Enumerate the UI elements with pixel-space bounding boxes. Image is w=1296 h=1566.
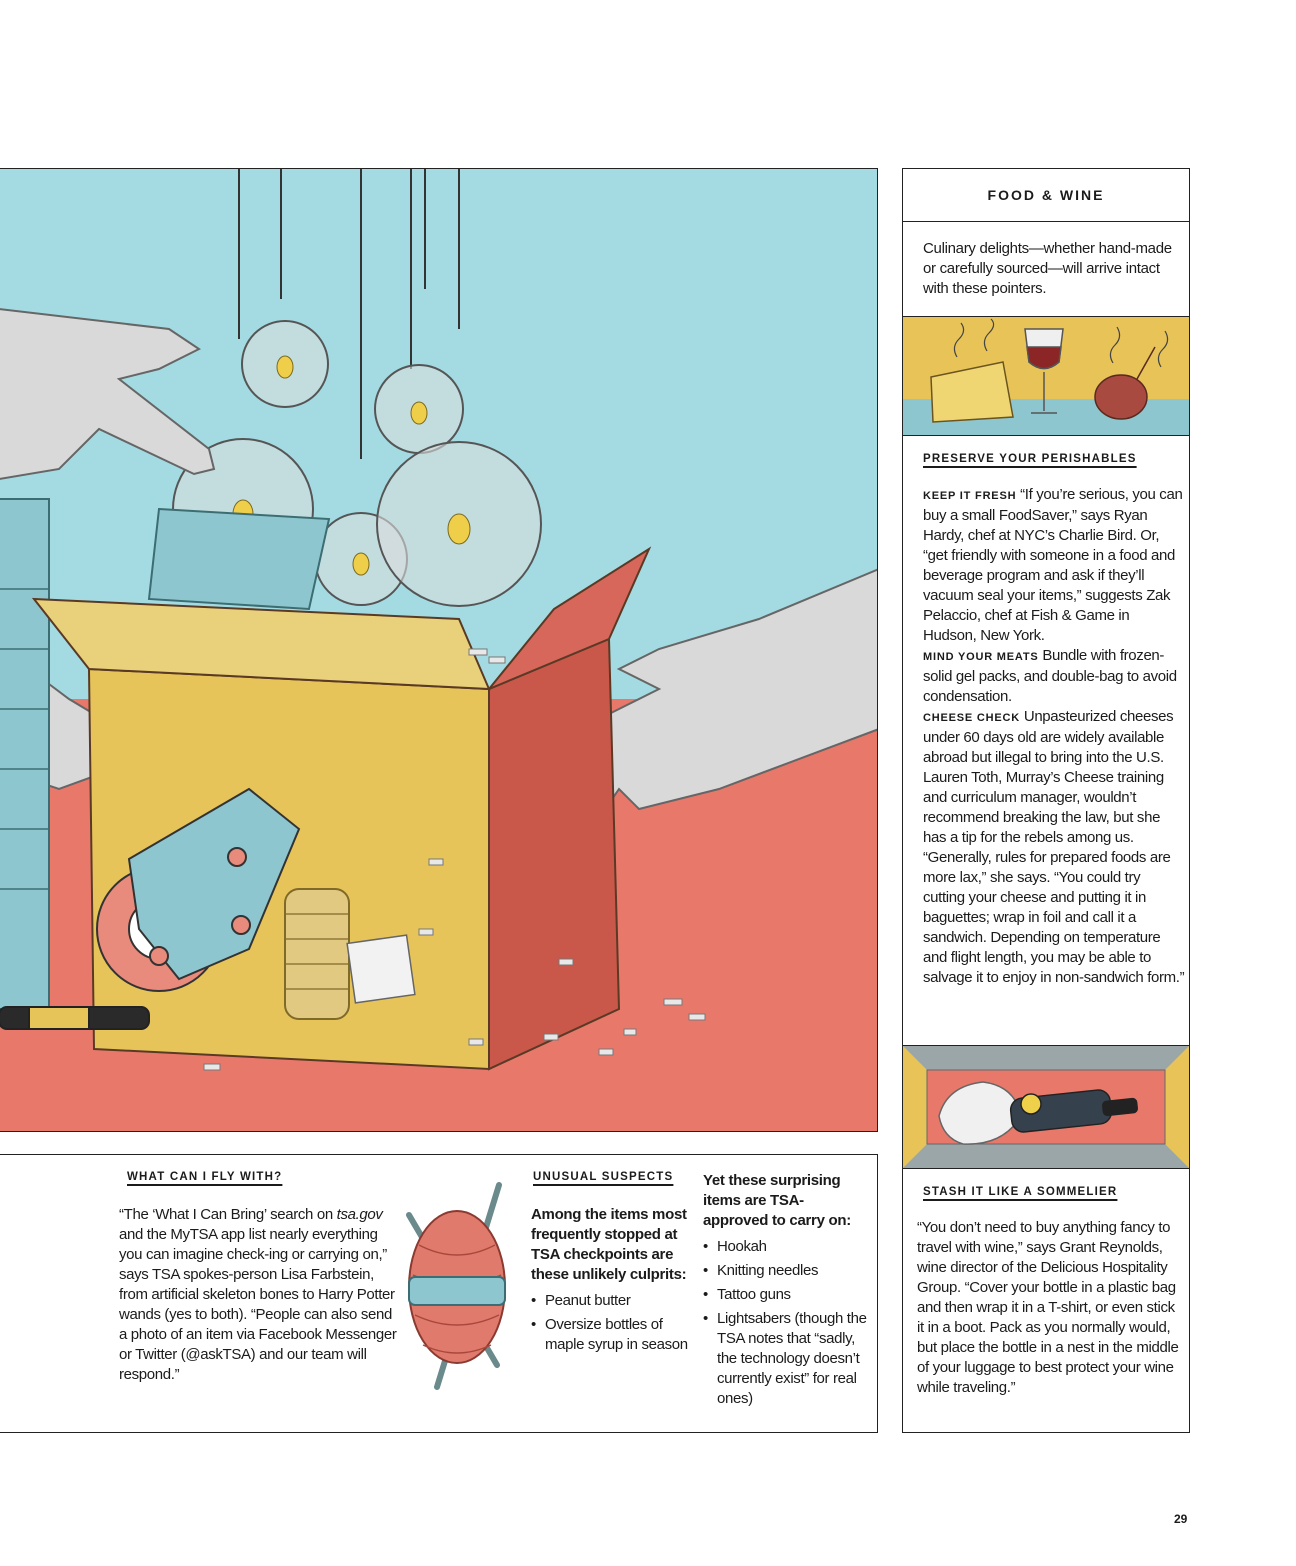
- twine-spool-icon: [285, 889, 349, 1019]
- section-heading-sommelier: STASH IT LIKE A SOMMELIER: [923, 1186, 1118, 1198]
- lead-keep-it-fresh: KEEP IT FRESH: [923, 490, 1017, 502]
- hero-scene: [0, 169, 878, 1132]
- wine-bottle-illustration: [903, 1045, 1189, 1169]
- label-sticker-icon: [347, 935, 415, 1003]
- page-number: 29: [1174, 1512, 1188, 1526]
- food-wine-sidebar: [902, 168, 1190, 1433]
- cheese-icon: [931, 362, 1013, 422]
- unusual-suspects-body: [531, 1205, 693, 1359]
- sommelier-body: “You don’t need to buy anything fancy to travel with wine,” says Grant Reynolds, wine director of the Delicious Hospitality Group. “Cover your bottle in a plastic bag and then wrap it in a T-shirt, or even stick it in a boot. Pack as you normally would, but place the bottle in a nest in the middle of your luggage to best protect your wine while traveling.”: [917, 1219, 1179, 1396]
- food-scene: [903, 317, 1189, 435]
- section-heading-unusual-suspects: UNUSUAL SUSPECTS: [533, 1171, 674, 1183]
- cylinder-icon: [0, 499, 49, 1009]
- approved-items-list: [703, 1237, 867, 1409]
- col1-text-a: “The ‘What I Can Bring’ search on: [119, 1206, 337, 1223]
- lead-mind-your-meats: MIND YOUR MEATS: [923, 651, 1039, 663]
- yarn-ball-icon: [397, 1175, 517, 1395]
- list-item: • Oversize bottles of maple syrup in season: [531, 1315, 693, 1355]
- luggage-scene: [903, 1046, 1189, 1168]
- marker-icon: [0, 1007, 149, 1029]
- stopped-items-list: [531, 1291, 693, 1355]
- list-item: • Lightsabers (though the TSA notes that “sadly, the technology doesn’t currently exist” for real ones): [703, 1309, 867, 1409]
- mind-your-meats-text: Bundle with frozen-solid gel packs, and double-bag to avoid condensation.: [923, 647, 1177, 705]
- approved-items-intro: Yet these surprising items are TSA-approved to carry on:: [703, 1172, 851, 1229]
- col1-text-b: and the MyTSA app list nearly everything you can imagine check-ing or carrying on,” says TSA spokes-person Lisa Farbstein, from artificial skeleton bones to Harry Potter wands (yes to both). “People can also send a photo of an item via Facebook Messenger or Twitter (@askTSA) and our team will respond.”: [119, 1226, 397, 1383]
- list-item: • Tattoo guns: [703, 1285, 867, 1305]
- sidebar-intro: Culinary delights—whether hand-made or carefully sourced—will arrive intact with these pointers.: [923, 240, 1172, 297]
- tsa-gov-link-text: tsa.gov: [336, 1206, 383, 1223]
- list-item: • Knitting needles: [703, 1261, 867, 1281]
- approved-items-body: [703, 1171, 867, 1413]
- list-item: • Hookah: [703, 1237, 867, 1257]
- lead-cheese-check: CHEESE CHECK: [923, 712, 1021, 724]
- list-item: • Peanut butter: [531, 1291, 693, 1311]
- sidebar-title: FOOD & WINE: [903, 169, 1189, 222]
- keep-it-fresh-text: “If you’re serious, you can buy a small FoodSaver,” says Ryan Hardy, chef at NYC’s Charlie Bird. Or, “get friendly with someone in a food and beverage program and ask if they’ll vacuum seal your items,” suggests Zak Pelaccio, chef at Fish & Game in Hudson, New York.: [923, 486, 1183, 644]
- food-illustration: [903, 316, 1189, 436]
- unusual-suspects-intro: Among the items most frequently stopped at TSA checkpoints are these unlikely culprits:: [531, 1206, 687, 1283]
- cheese-check-text: Unpasteurized cheeses under 60 days old are widely available abroad but illegal to bring into the U.S. Lauren Toth, Murray’s Cheese training and curriculum manager, wouldn’t recommend breaking the law, but she has a tip for the rebels among us. “Generally, rules for prepared foods are more lax,” she says. “You could try cutting your cheese and putting it in baguettes; wrap in foil and call it a sandwich. Depending on temperature and flight length, you may be able to salvage it to enjoy in non-sandwich form.”: [923, 708, 1185, 986]
- tsa-info-panel: [0, 1154, 878, 1433]
- section-heading-what-can-i-fly: WHAT CAN I FLY WITH?: [127, 1171, 283, 1183]
- section-heading-perishables: PRESERVE YOUR PERISHABLES: [923, 453, 1137, 465]
- what-can-i-fly-body: [119, 1205, 397, 1385]
- perishables-body: [923, 485, 1185, 988]
- hero-illustration: [0, 168, 878, 1132]
